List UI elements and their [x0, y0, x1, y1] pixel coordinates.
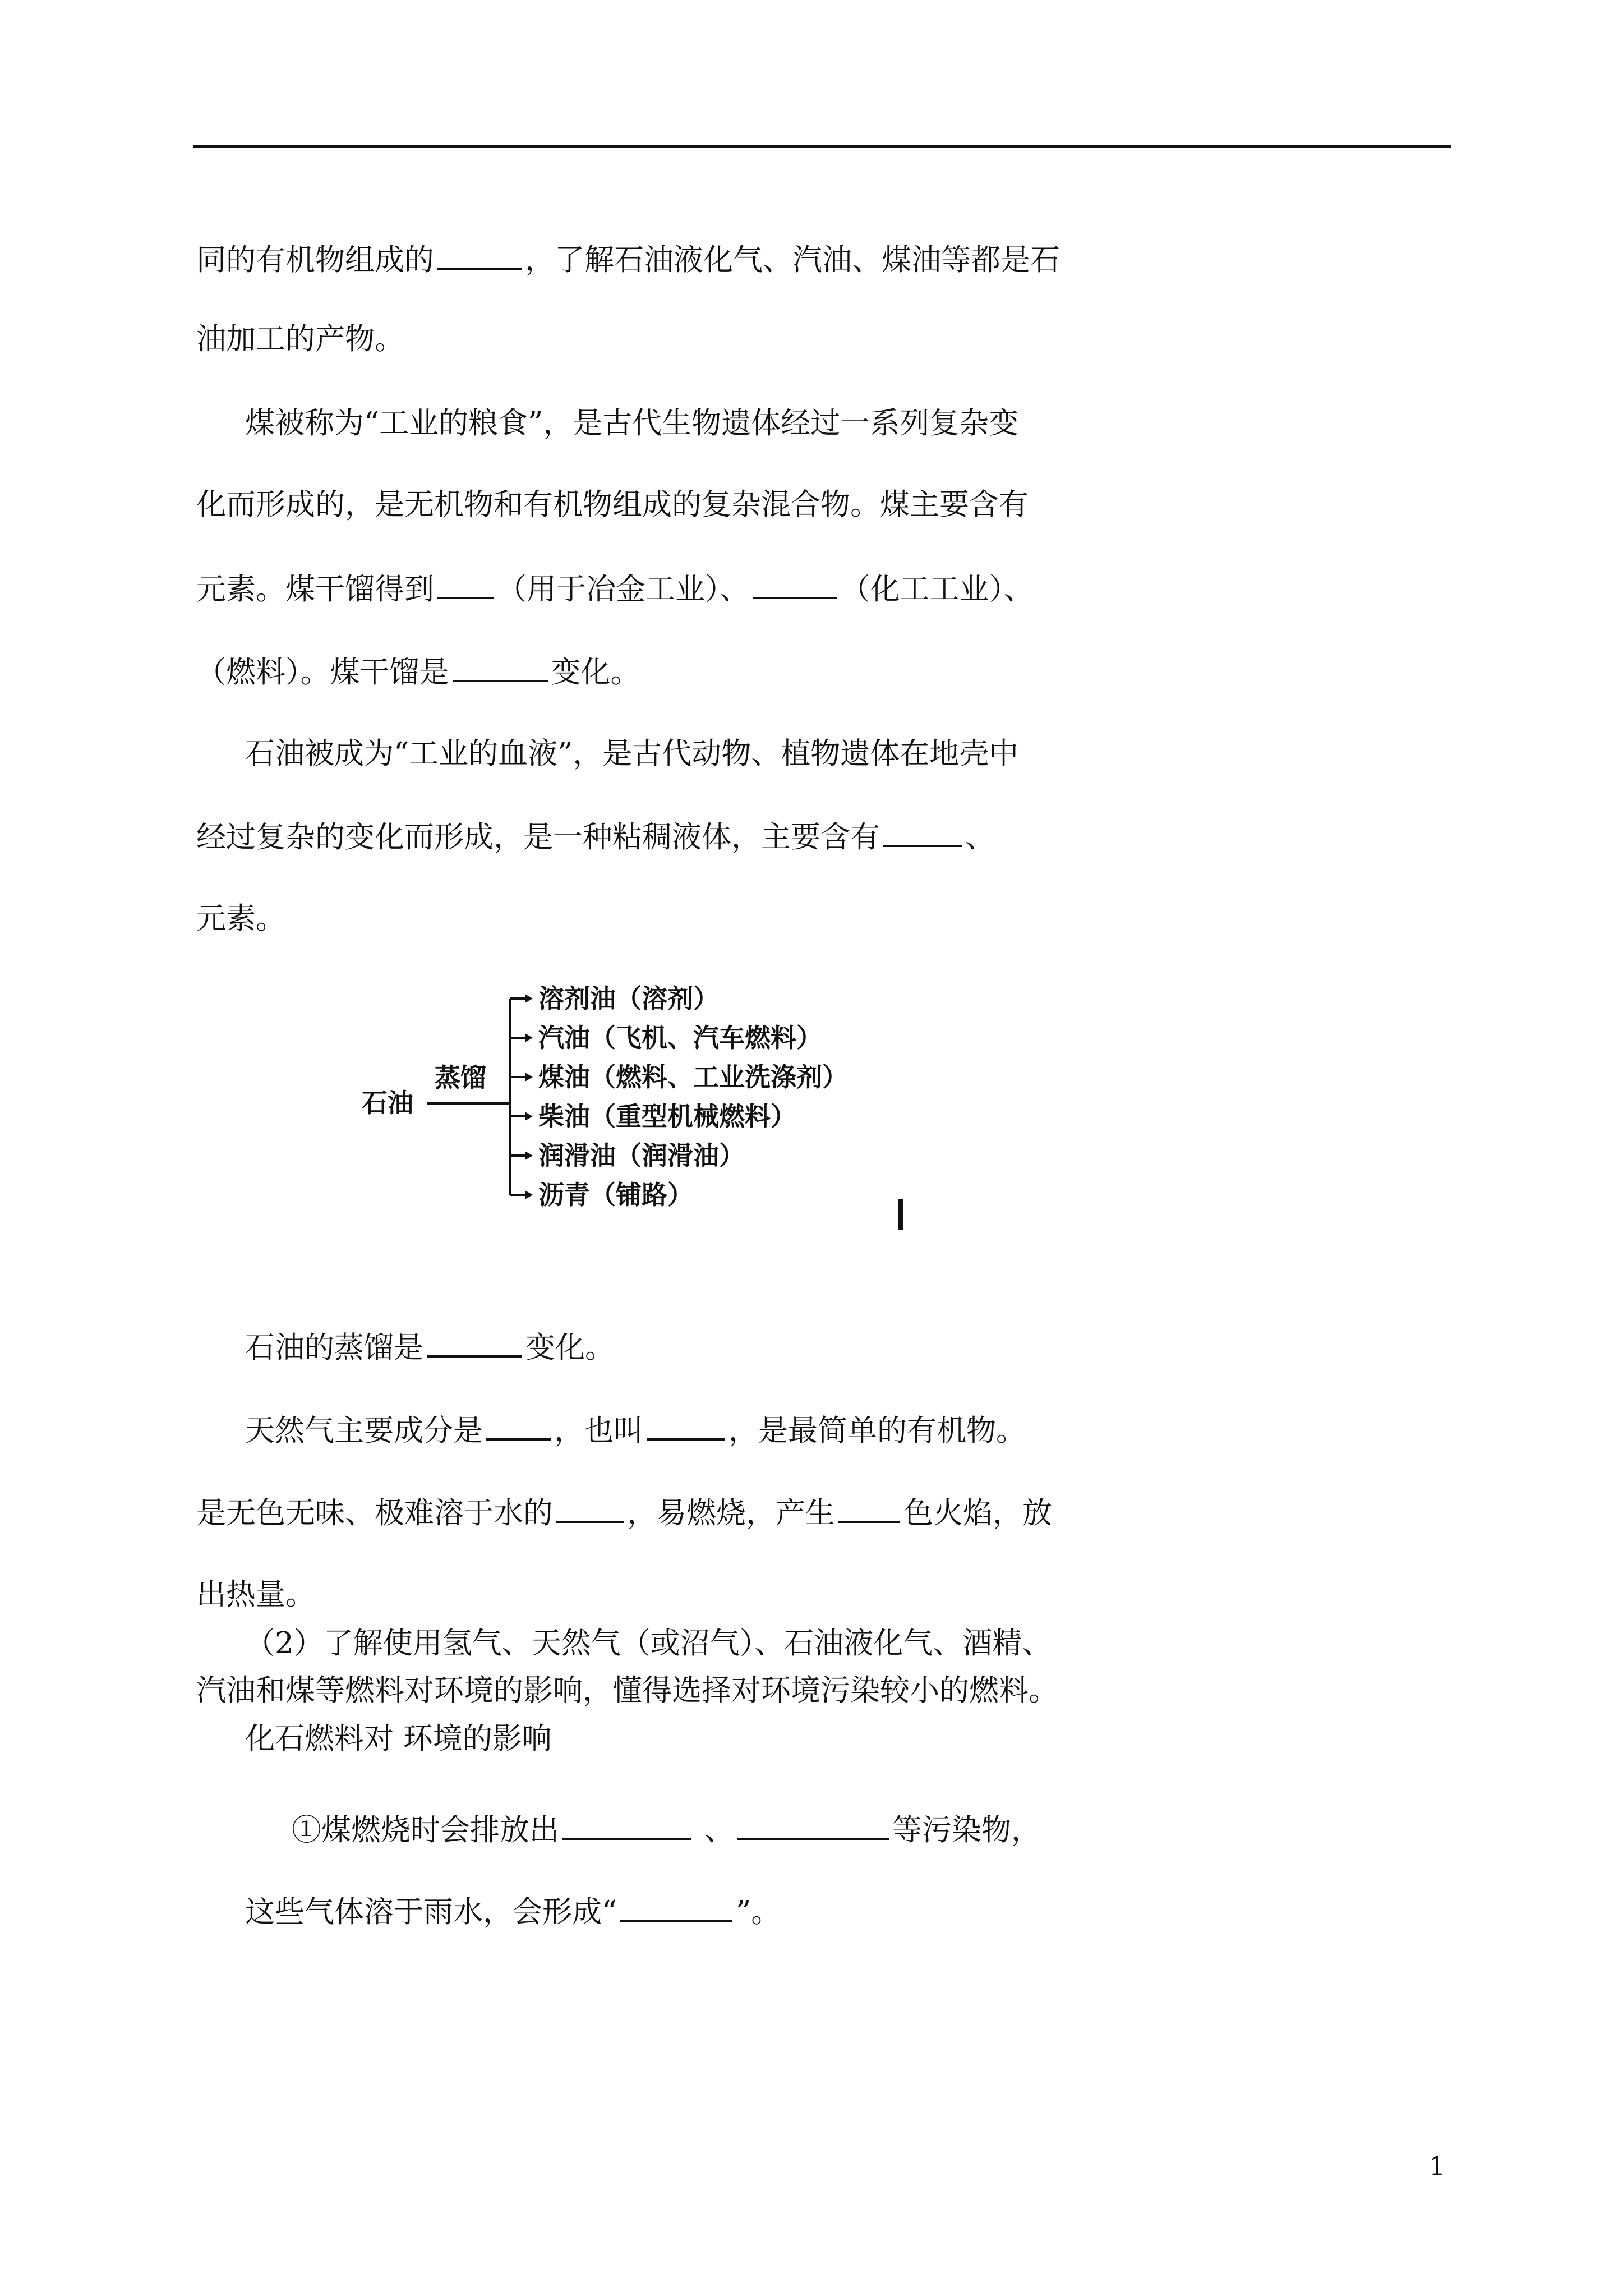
text-run: 、 [965, 820, 995, 854]
text-run: 元素。 [196, 901, 285, 936]
arrow-head-icon [525, 1033, 533, 1042]
text-line-1 [196, 242, 1060, 277]
diagram-product-label: 煤油（燃料、工业洗涤剂） [538, 1062, 848, 1092]
answer-blank[interactable] [486, 1412, 551, 1441]
answer-blank[interactable] [437, 242, 522, 270]
text-run: ，也叫 [554, 1414, 643, 1448]
text-line-15 [196, 1674, 1058, 1708]
answer-blank[interactable] [753, 571, 837, 599]
text-run: 经过复杂的变化而形成，是一种粘稠液体，主要含有 [196, 820, 880, 854]
text-run: （用于冶金工业）、 [497, 572, 750, 606]
text-run: 色火焰，放 [903, 1496, 1052, 1530]
text-run: ”。 [736, 1895, 781, 1929]
text-line-10 [245, 1329, 615, 1365]
text-run: 石油被成为“工业的血液”，是古代动物、植物遗体在地壳中 [245, 737, 1019, 771]
answer-blank[interactable] [562, 1812, 691, 1840]
text-run: ，了解石油液化气、汽油、煤油等都是石 [525, 243, 1060, 277]
text-run: ①煤燃烧时会排放出 [292, 1813, 559, 1847]
text-line-13 [196, 1578, 315, 1612]
answer-blank[interactable] [620, 1894, 732, 1922]
answer-blank[interactable] [427, 1329, 522, 1358]
diagram-product-label: 柴油（重型机械燃料） [538, 1101, 796, 1131]
text-line-18 [245, 1894, 781, 1929]
answer-blank[interactable] [647, 1412, 725, 1441]
text-run: 煤被称为“工业的粮食”，是古代生物遗体经过一系列复杂变 [245, 406, 1019, 440]
petroleum-distillation-diagram [359, 973, 897, 1237]
diagram-product-label: 润滑油（润滑油） [538, 1140, 745, 1171]
text-run: ，是最简单的有机物。 [728, 1414, 1026, 1448]
text-run: 变化。 [551, 655, 640, 689]
arrow-head-icon [525, 1151, 533, 1160]
diagram-source-label: 石油 [362, 1088, 413, 1118]
text-run: （燃料）。煤干馏是 [196, 655, 449, 689]
text-run: 石油的蒸馏是 [245, 1331, 423, 1365]
text-run: 汽油和煤等燃料对环境的影响，懂得选择对环境污染较小的燃料。 [196, 1673, 1058, 1708]
text-line-17 [292, 1812, 1041, 1847]
text-run: 变化。 [525, 1331, 615, 1365]
text-line-7 [245, 737, 1018, 771]
arrow-head-icon [525, 1112, 533, 1121]
diagram-product-label: 溶剂油（溶剂） [538, 983, 719, 1014]
text-line-11 [245, 1412, 1026, 1448]
arrow-head-icon [525, 1190, 533, 1199]
text-line-16 [245, 1722, 552, 1756]
text-run: 出热量。 [196, 1577, 315, 1612]
text-run: ，易燃烧，产生 [627, 1496, 835, 1530]
answer-blank[interactable] [453, 654, 548, 682]
answer-blank[interactable] [838, 1495, 900, 1523]
page-number: 1 [1429, 2151, 1446, 2181]
text-line-9 [196, 902, 285, 936]
arrow-head-icon [525, 1073, 533, 1082]
text-run: 等污染物， [892, 1813, 1041, 1847]
text-line-5 [196, 571, 1034, 606]
text-line-14 [245, 1627, 1052, 1660]
header-rule [193, 145, 1451, 148]
text-run: 这些气体溶于雨水，会形成“ [245, 1895, 617, 1929]
text-run: 是无色无味、极难溶于水的 [196, 1496, 553, 1530]
answer-blank[interactable] [437, 571, 494, 599]
answer-blank[interactable] [737, 1812, 889, 1840]
answer-blank[interactable] [883, 819, 962, 847]
text-run: 化而形成的，是无机物和有机物组成的复杂混合物。煤主要含有 [196, 487, 1029, 522]
text-line-6 [196, 654, 640, 689]
text-run: 元素。煤干馏得到 [196, 572, 434, 606]
text-run: 油加工的产物。 [196, 322, 404, 356]
text-line-3 [245, 407, 1018, 440]
arrow-head-icon [525, 994, 533, 1003]
text-run: 、 [695, 1813, 734, 1847]
text-line-2 [196, 323, 404, 356]
answer-blank[interactable] [556, 1495, 624, 1523]
text-line-12 [196, 1495, 1052, 1530]
text-run: （2）了解使用氢气、天然气（或沼气）、石油液化气、酒精、 [245, 1626, 1052, 1660]
text-line-4 [196, 488, 1029, 522]
text-run: （化工工业）、 [840, 572, 1034, 606]
text-line-8 [196, 819, 995, 854]
text-run: 同的有机物组成的 [196, 243, 434, 277]
text-run: 天然气主要成分是 [245, 1414, 483, 1448]
text-run: 化石燃料对 环境的影响 [245, 1722, 552, 1756]
diagram-product-label: 沥青（铺路） [538, 1180, 693, 1210]
diagram-product-label: 汽油（飞机、汽车燃料） [538, 1023, 822, 1053]
branch-arrows [510, 994, 533, 1199]
text-cursor [898, 1199, 903, 1230]
diagram-process-label: 蒸馏 [435, 1062, 486, 1093]
